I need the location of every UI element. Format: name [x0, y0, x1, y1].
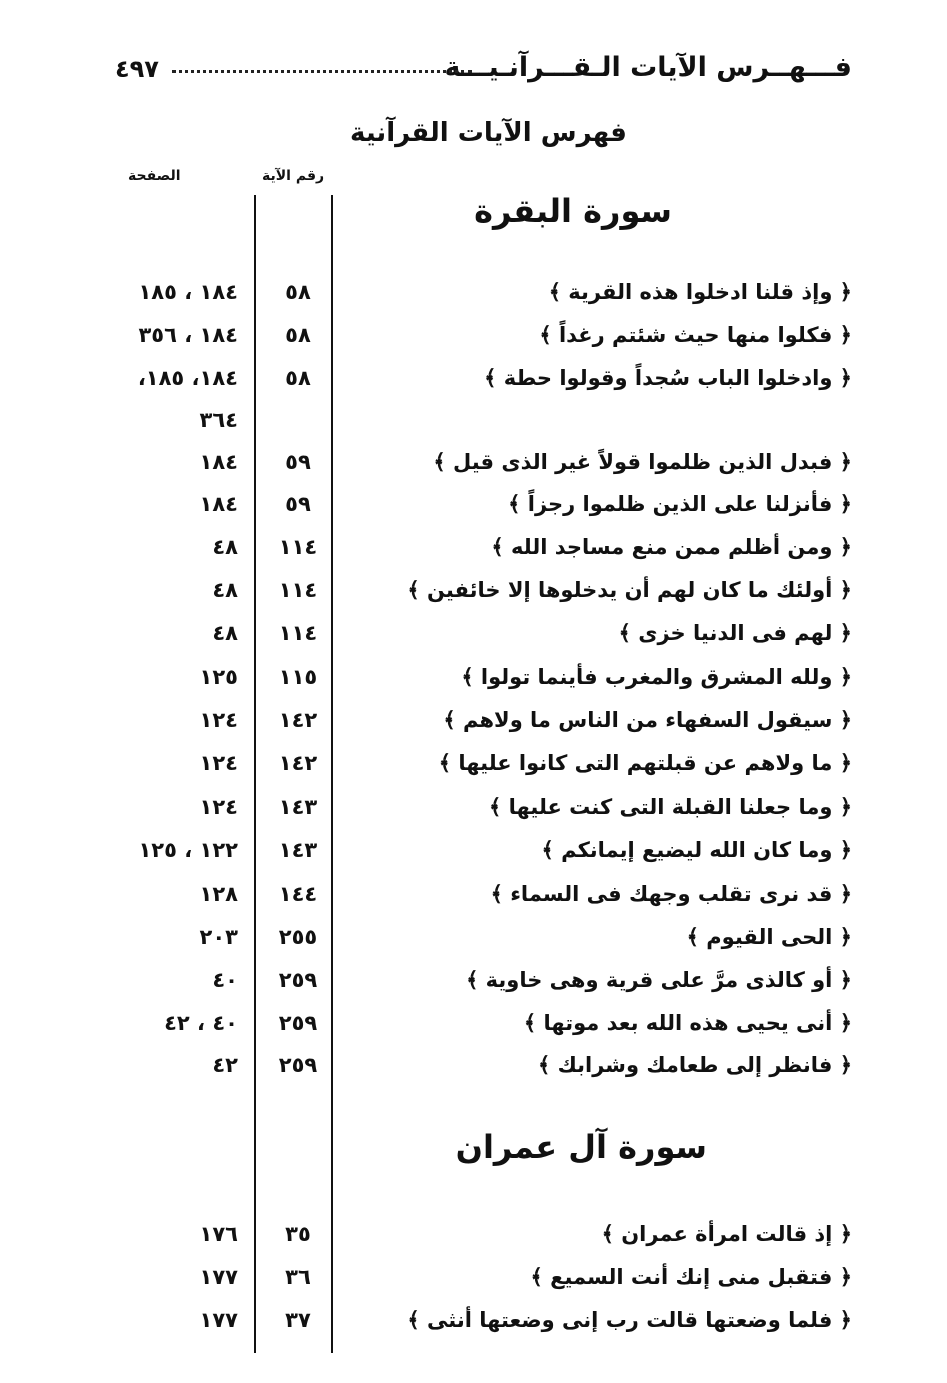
- ayah-number: ١٤٢: [278, 751, 318, 775]
- verse-text: ﴿ فكلوا منها حيث شئتم رغداً ﴾: [539, 323, 852, 347]
- column-header-page: الصفحة: [128, 168, 181, 184]
- page-refs: ١٢٤: [199, 708, 238, 732]
- ayah-number: ٢٥٩: [278, 1053, 318, 1077]
- index-row: [0, 408, 947, 444]
- verse-text: ﴿ فانظر إلى طعامك وشرابك ﴾: [537, 1053, 852, 1077]
- index-row: [0, 535, 947, 571]
- index-row: [0, 450, 947, 486]
- page-refs: ٣٦٤: [199, 408, 238, 432]
- page-refs: ١٨٤ ، ١٨٥: [138, 280, 238, 304]
- verse-text: ﴿ وما كان الله ليضيع إيمانكم ﴾: [541, 838, 852, 862]
- index-row: [0, 1222, 947, 1258]
- index-row: [0, 621, 947, 657]
- page-refs: ١٨٤، ١٨٥،: [137, 366, 238, 390]
- verse-text: ﴿ أو كالذى مرَّ على قرية وهى خاوية ﴾: [466, 968, 852, 992]
- page-refs: ١٢٥: [199, 665, 238, 689]
- index-row: [0, 1308, 947, 1344]
- page-refs: ١٨٤: [199, 492, 238, 516]
- index-row: [0, 665, 947, 701]
- page-refs: ٤٨: [212, 621, 238, 645]
- page-refs: ٤٠: [212, 968, 238, 992]
- index-row: [0, 882, 947, 918]
- running-header-title: فـــهــرس الآيات الـقـــرآنـيـــة: [444, 52, 852, 83]
- page-refs: ١٢٨: [199, 882, 238, 906]
- ayah-number: ١٤٢: [278, 708, 318, 732]
- page-refs: ٢٠٣: [199, 925, 238, 949]
- page-refs: ٤٨: [212, 578, 238, 602]
- index-row: [0, 323, 947, 359]
- column-header-ayah-number: رقم الآية: [262, 168, 325, 184]
- page-refs: ١٢٤: [199, 751, 238, 775]
- verse-text: ﴿ وإذ قلنا ادخلوا هذه القرية ﴾: [548, 280, 852, 304]
- ayah-number: ١١٤: [278, 535, 318, 559]
- index-row: [0, 366, 947, 402]
- ayah-number: ١٤٣: [278, 838, 318, 862]
- verse-text: ﴿ وما جعلنا القبلة التى كنت عليها ﴾: [489, 795, 852, 819]
- page-refs: ١٢٢ ، ١٢٥: [138, 838, 238, 862]
- header-leader-dots: [172, 56, 472, 73]
- ayah-number: ٣٦: [285, 1265, 311, 1289]
- index-row: [0, 751, 947, 787]
- page-refs: ١٨٤ ، ٣٥٦: [138, 323, 238, 347]
- page-refs: ٤٨: [212, 535, 238, 559]
- index-row: [0, 925, 947, 961]
- verse-text: ﴿ فبدل الذين ظلموا قولاً غير الذى قيل ﴾: [433, 450, 852, 474]
- index-row: [0, 795, 947, 831]
- ayah-number: ٣٧: [285, 1308, 311, 1332]
- index-row: [0, 838, 947, 874]
- verse-text: ﴿ إذ قالت امرأة عمران ﴾: [601, 1222, 852, 1246]
- verse-text: ﴿ أولئك ما كان لهم أن يدخلوها إلا خائفين ﴾: [407, 578, 852, 602]
- index-row: [0, 578, 947, 614]
- verse-text: ﴿ ولله المشرق والمغرب فأينما تولوا ﴾: [461, 665, 852, 689]
- ayah-number: ١١٤: [278, 578, 318, 602]
- ayah-number: ٢٥٩: [278, 968, 318, 992]
- verse-text: ﴿ فتقبل منى إنك أنت السميع ﴾: [530, 1265, 852, 1289]
- verse-text: ﴿ قد نرى تقلب وجهك فى السماء ﴾: [490, 882, 852, 906]
- ayah-number: ١١٥: [278, 665, 318, 689]
- verse-text: ﴿ أنى يحيى هذه الله بعد موتها ﴾: [523, 1011, 852, 1035]
- page-refs: ١٢٤: [199, 795, 238, 819]
- page-refs: ١٨٤: [199, 450, 238, 474]
- verse-text: ﴿ ومن أظلم ممن منع مساجد الله ﴾: [491, 535, 852, 559]
- verse-text: ﴿ وادخلوا الباب سُجداً وقولوا حطة ﴾: [484, 366, 852, 390]
- index-row: [0, 1011, 947, 1047]
- index-row: [0, 968, 947, 1004]
- verse-text: ﴿ فأنزلنا على الذين ظلموا رجزاً ﴾: [508, 492, 852, 516]
- verse-text: ﴿ سيقول السفهاء من الناس ما ولاهم ﴾: [443, 708, 852, 732]
- page-refs: ١٧٧: [199, 1265, 238, 1289]
- ayah-number: ٥٨: [285, 323, 311, 347]
- index-row: [0, 492, 947, 528]
- ayah-number: ١١٤: [278, 621, 318, 645]
- verse-text: ﴿ ما ولاهم عن قبلتهم التى كانوا عليها ﴾: [438, 751, 852, 775]
- surah-heading-al-imran: سورة آل عمران: [455, 1128, 707, 1166]
- index-row: [0, 1053, 947, 1089]
- verse-text: ﴿ فلما وضعتها قالت رب إنى وضعتها أنثى ﴾: [407, 1308, 852, 1332]
- index-row: [0, 1265, 947, 1301]
- ayah-number: ٢٥٩: [278, 1011, 318, 1035]
- page-refs: ٤٢: [212, 1053, 238, 1077]
- ayah-number: ١٤٤: [278, 882, 318, 906]
- page-number: ٤٩٧: [115, 55, 159, 83]
- index-row: [0, 708, 947, 744]
- ayah-number: ٥٩: [285, 450, 311, 474]
- ayah-number: ٥٩: [285, 492, 311, 516]
- page-refs: ١٧٦: [199, 1222, 238, 1246]
- surah-heading-al-baqarah: سورة البقرة: [474, 192, 672, 230]
- ayah-number: ٥٨: [285, 280, 311, 304]
- verse-text: ﴿ الحى القيوم ﴾: [686, 925, 852, 949]
- verse-text: ﴿ لهم فى الدنيا خزى ﴾: [618, 621, 852, 645]
- index-title: فهرس الآيات القرآنية: [350, 118, 627, 148]
- ayah-number: ٢٥٥: [278, 925, 318, 949]
- ayah-number: ٣٥: [285, 1222, 311, 1246]
- page-refs: ٤٠ ، ٤٢: [164, 1011, 238, 1035]
- index-row: [0, 280, 947, 316]
- ayah-number: ٥٨: [285, 366, 311, 390]
- ayah-number: ١٤٣: [278, 795, 318, 819]
- page-refs: ١٧٧: [199, 1308, 238, 1332]
